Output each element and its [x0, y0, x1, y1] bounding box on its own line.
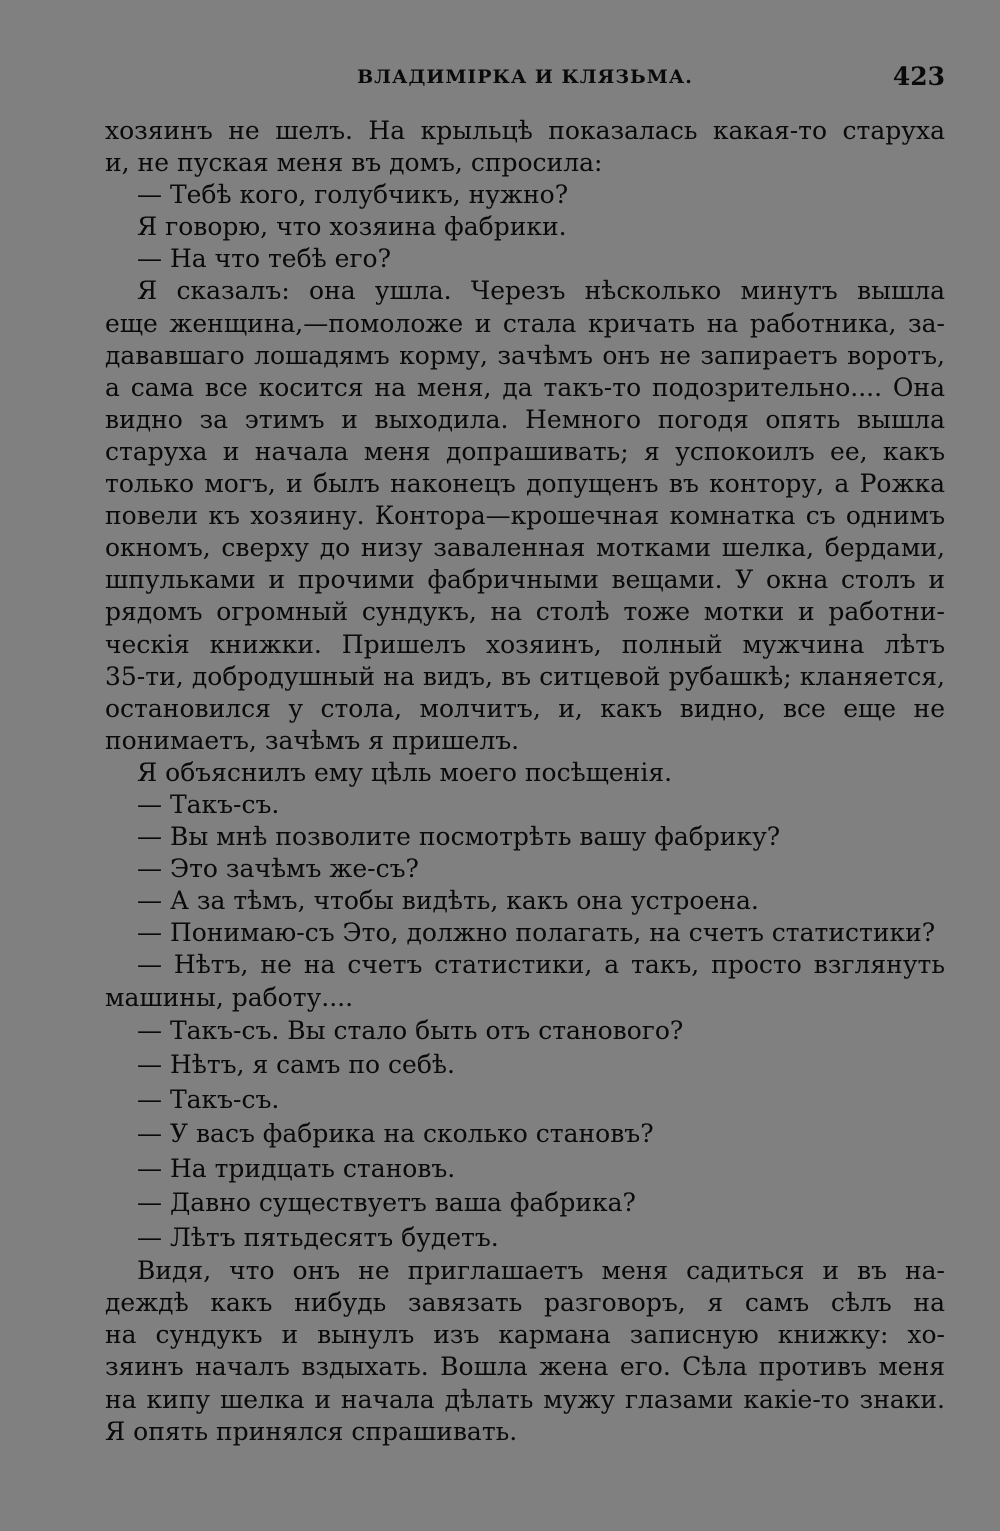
- text-line: 35-ти, добродушный на видъ, въ ситцевой рубашкѣ; кланяется,: [105, 661, 945, 691]
- text-line: только могъ, и былъ наконецъ допущенъ въ контору, а Рожка: [105, 469, 945, 499]
- text-line: ческія книжки. Пришелъ хозяинъ, полный мужчина лѣтъ: [105, 629, 945, 659]
- text-line: и, не пуская меня въ домъ, спросила:: [105, 148, 603, 178]
- text-line: на сундукъ и вынулъ изъ кармана записную книжку: хо-: [105, 1320, 945, 1350]
- dialogue-line: — Нѣтъ, я самъ по себѣ.: [137, 1050, 455, 1080]
- dialogue-line: — Такъ-съ. Вы стало быть отъ станового?: [137, 1015, 684, 1045]
- dialogue-line: — Нѣтъ, не на счетъ статистики, а такъ, просто взглянуть: [137, 950, 945, 980]
- text-line: видно за этимъ и выходила. Немного погодя опять вышла: [105, 404, 945, 434]
- text-line: хозяинъ не шелъ. На крыльцѣ показалась какая-то старуха: [105, 116, 945, 145]
- text-line: Я объяснилъ ему цѣль моего посѣщенія.: [137, 757, 673, 787]
- dialogue-line: — У васъ фабрика на сколько становъ?: [137, 1119, 654, 1149]
- page-number: 423: [892, 62, 945, 91]
- dialogue-line: — На что тебѣ его?: [137, 244, 392, 274]
- dialogue-line: — Это зачѣмъ же-съ?: [137, 854, 419, 884]
- text-line: зяинъ началъ вздыхать. Вошла жена его. Сѣла противъ меня: [105, 1352, 945, 1382]
- running-head: [105, 62, 945, 92]
- dialogue-line: — Такъ-съ.: [137, 789, 280, 819]
- text-line: деждѣ какъ нибудь завязать разговоръ, я самъ сѣлъ на: [105, 1288, 945, 1318]
- text-line: остановился у стола, молчитъ, и, какъ видно, все еще не: [105, 693, 945, 723]
- text-line: старуха и начала меня допрашивать; я успокоилъ ее, какъ: [105, 436, 945, 466]
- dialogue-line: — Такъ-съ.: [137, 1084, 280, 1114]
- running-title: ВЛАДИМІРКА И КЛЯЗЬМА.: [357, 66, 693, 88]
- dialogue-line: — Понимаю-съ Это, должно полагать, на счетъ статистики?: [137, 918, 936, 948]
- text-line: Видя, что онъ не приглашаетъ меня садиться и въ на-: [137, 1256, 945, 1286]
- dialogue-line: — Давно существуетъ ваша фабрика?: [137, 1188, 636, 1218]
- text-line: а сама все косится на меня, да такъ-то подозрительно.... Она: [105, 372, 945, 402]
- dialogue-line: — Лѣтъ пятьдесятъ будетъ.: [137, 1222, 499, 1252]
- text-line: понимаетъ, зачѣмъ я пришелъ.: [105, 725, 520, 755]
- text-line: машины, работу....: [105, 982, 354, 1012]
- text-line: Я сказалъ: она ушла. Черезъ нѣсколько минутъ вышла: [137, 276, 945, 306]
- text-line: еще женщина,—помоложе и стала кричать на работника, за-: [105, 308, 945, 338]
- dialogue-line: — Тебѣ кого, голубчикъ, нужно?: [137, 180, 569, 210]
- dialogue-line: — Вы мнѣ позволите посмотрѣть вашу фабрику?: [137, 822, 781, 852]
- text-line: шпульками и прочими фабричными вещами. У окна столъ и: [105, 565, 945, 595]
- body-text: [105, 115, 945, 1448]
- text-line: Я опять принялся спрашивать.: [105, 1416, 518, 1446]
- text-line: рядомъ огромный сундукъ, на столѣ тоже мотки и работни-: [105, 597, 945, 627]
- dialogue-line: — А за тѣмъ, чтобы видѣть, какъ она устроена.: [137, 886, 759, 916]
- text-line: на кипу шелка и начала дѣлать мужу глазами какіе-то знаки.: [105, 1384, 945, 1414]
- text-line: окномъ, сверху до низу заваленная мотками шелка, бердами,: [105, 533, 945, 563]
- text-line: дававшаго лошадямъ корму, зачѣмъ онъ не запираетъ воротъ,: [105, 340, 945, 370]
- dialogue-line: — На тридцать становъ.: [137, 1153, 456, 1183]
- text-line: Я говорю, что хозяина фабрики.: [137, 212, 567, 242]
- text-line: повели къ хозяину. Контора—крошечная комнатка съ однимъ: [105, 501, 945, 531]
